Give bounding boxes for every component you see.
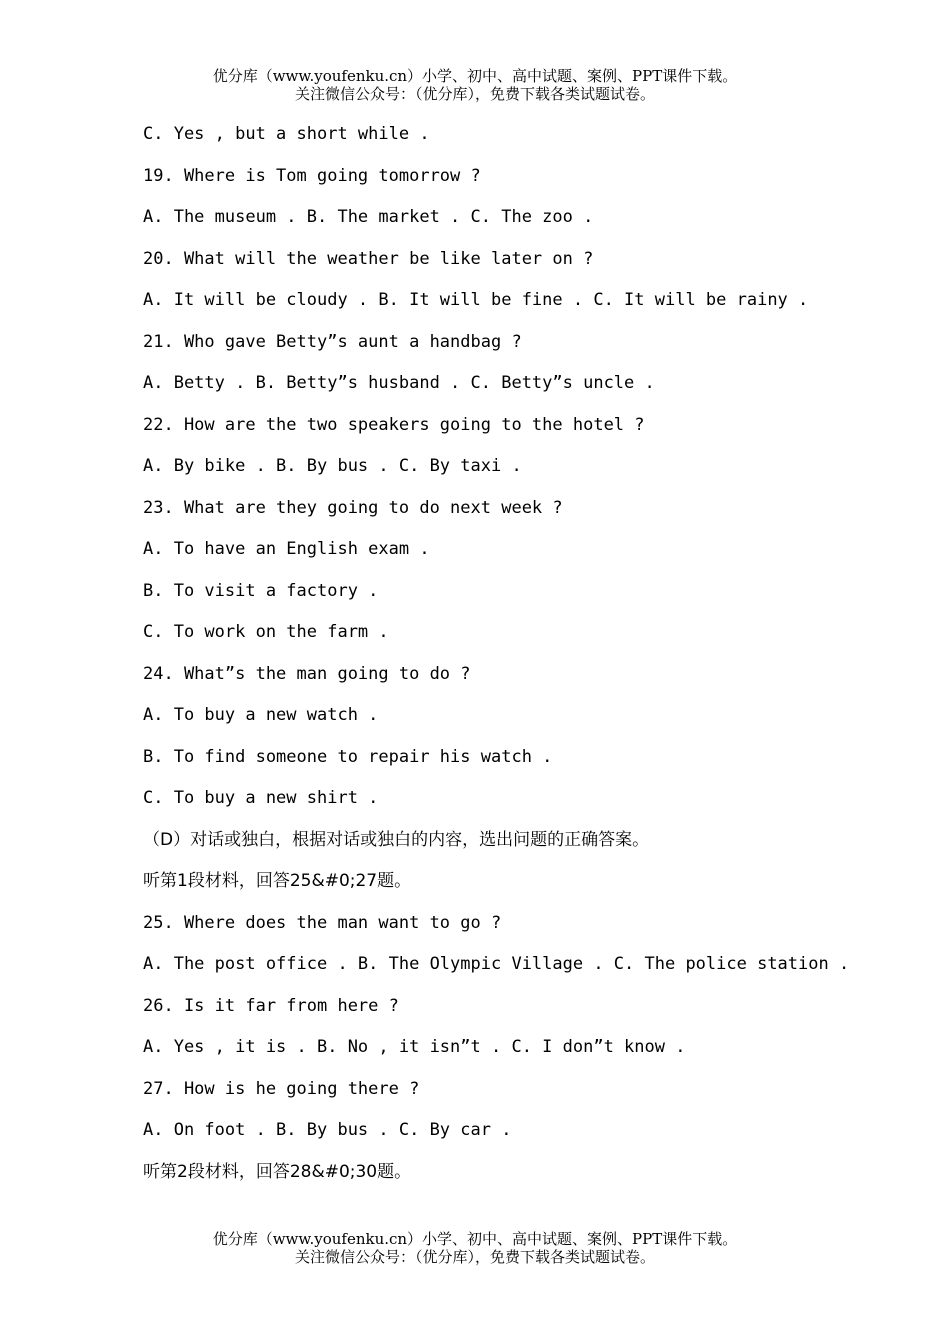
question-list: [143, 122, 923, 1201]
text-line: A. It will be cloudy . B. It will be fine . C. It will be rainy .: [143, 290, 809, 310]
text-line: 23. What are they going to do next week ?: [143, 497, 563, 518]
footer-line-2: 关注微信公众号：（优分库），免费下载各类试题试卷。: [294, 1248, 655, 1266]
text-line: 19. Where is Tom going tomorrow ?: [143, 165, 481, 186]
text-line: B. To visit a factory .: [143, 580, 379, 601]
text-line: A. The post office . B. The Olympic Village . C. The police station .: [143, 954, 850, 974]
text-line: A. Yes , it is . B. No , it isn”t . C. I don”t know .: [143, 1037, 686, 1057]
page-header: [0, 67, 950, 103]
text-line: 26. Is it far from here ?: [143, 995, 399, 1016]
text-line: A. The museum . B. The market . C. The zoo .: [143, 207, 594, 227]
text-line: A. Betty . B. Betty”s husband . C. Betty”s uncle .: [143, 373, 655, 393]
text-line: C. To buy a new shirt .: [143, 788, 379, 808]
text-line: A. On foot . B. By bus . C. By car .: [143, 1120, 512, 1140]
text-line: A. To buy a new watch .: [143, 705, 379, 725]
header-line-2: 关注微信公众号：（优分库），免费下载各类试题试卷。: [294, 85, 655, 103]
text-line: A. By bike . B. By bus . C. By taxi .: [143, 456, 522, 476]
text-line: 听第2段材料，回答28&#0;30题。: [143, 1161, 412, 1182]
text-line: 听第1段材料，回答25&#0;27题。: [143, 871, 412, 891]
text-line: 22. How are the two speakers going to the hotel ?: [143, 414, 645, 435]
text-line: B. To find someone to repair his watch .: [143, 746, 553, 767]
header-line-1: 优分库（www.youfenku.cn）小学、初中、高中试题、案例、PPT课件下载。: [212, 67, 738, 85]
text-line: （D）对话或独白，根据对话或独白的内容，选出问题的正确答案。: [143, 829, 650, 850]
text-line: 24. What”s the man going to do ?: [143, 663, 471, 684]
text-line: C. To work on the farm .: [143, 622, 389, 642]
text-line: 20. What will the weather be like later on ?: [143, 248, 594, 269]
text-line: 25. Where does the man want to go ?: [143, 912, 502, 933]
text-line: 21. Who gave Betty”s aunt a handbag ?: [143, 331, 522, 352]
text-line: C. Yes , but a short while .: [143, 124, 430, 144]
footer-line-1: 优分库（www.youfenku.cn）小学、初中、高中试题、案例、PPT课件下载。: [212, 1230, 738, 1248]
text-line: 27. How is he going there ?: [143, 1078, 420, 1099]
page-footer: [0, 1230, 950, 1266]
text-line: A. To have an English exam .: [143, 539, 430, 559]
